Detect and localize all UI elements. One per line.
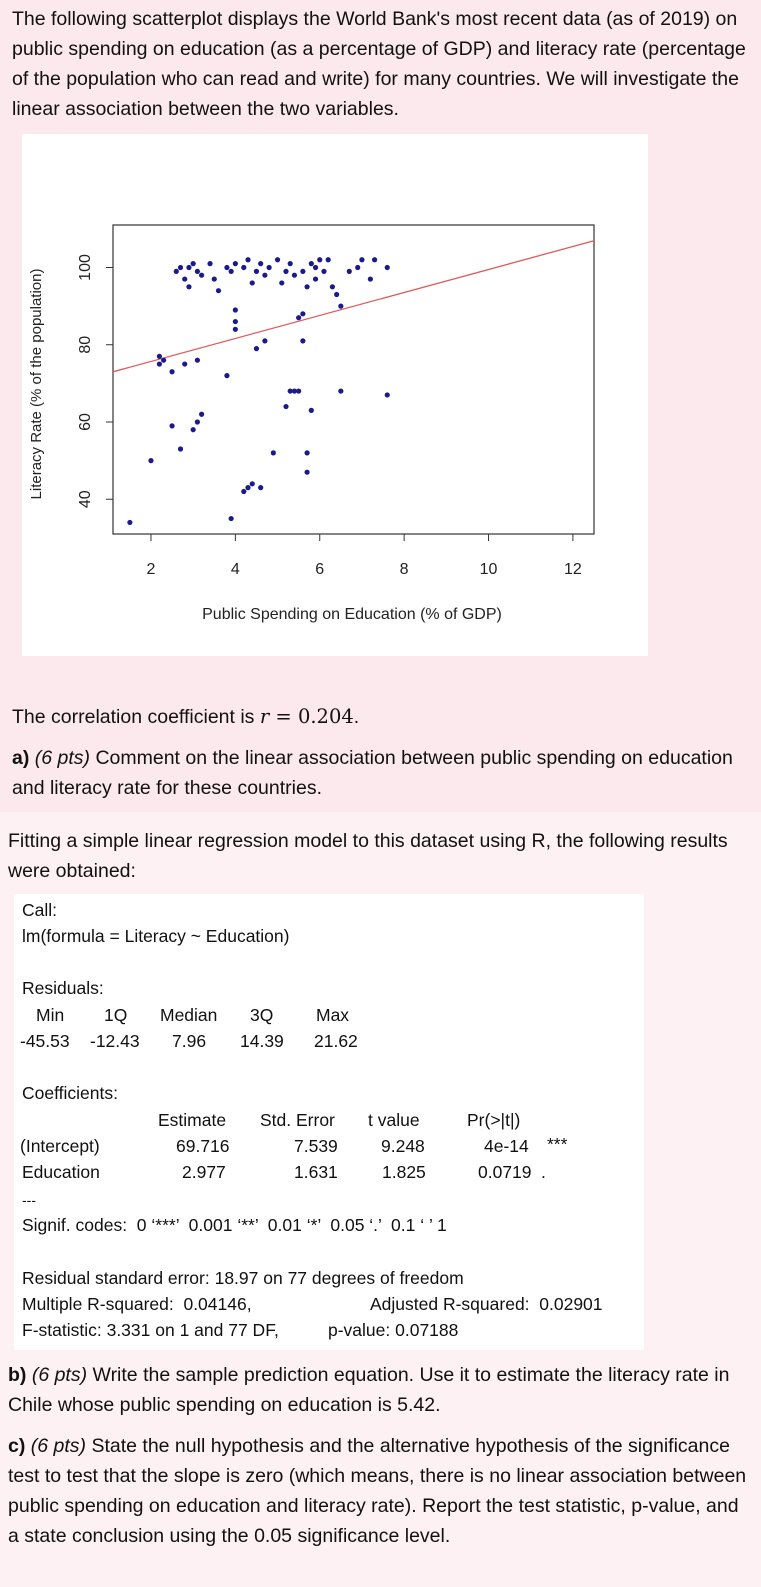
f-statistic: F-statistic: 3.331 on 1 and 77 DF, — [22, 1320, 279, 1340]
data-point — [304, 470, 309, 475]
r-output-box — [14, 894, 644, 1350]
adjusted-r-squared: Adjusted R-squared: 0.02901 — [370, 1294, 603, 1314]
data-point — [245, 257, 250, 262]
data-point — [309, 261, 314, 266]
data-point — [254, 269, 259, 274]
x-tick-label: 8 — [399, 561, 409, 578]
residual-standard-error: Residual standard error: 18.97 on 77 degrees of freedom — [22, 1268, 464, 1288]
data-point — [254, 346, 259, 351]
data-point — [296, 315, 301, 320]
data-point — [300, 338, 305, 343]
data-point — [271, 450, 276, 455]
coef-row-p: 0.0719 — [478, 1162, 532, 1182]
data-point — [262, 338, 267, 343]
question-a: a) (6 pts) Comment on the linear association between public spending on education and literacy rate for these countries. — [12, 747, 733, 799]
data-point — [207, 261, 212, 266]
data-point — [245, 485, 250, 490]
coef-row-p: 4e-14 — [484, 1136, 529, 1156]
x-tick-label: 10 — [479, 561, 498, 578]
data-point — [212, 276, 217, 281]
data-point — [262, 273, 267, 278]
coef-row-estimate: 69.716 — [176, 1136, 230, 1156]
data-point — [309, 408, 314, 413]
question-b: b) (6 pts) Write the sample prediction equation. Use it to estimate the literacy rate in Chile whose public spending on education is 5.42. — [8, 1364, 730, 1416]
data-point — [283, 404, 288, 409]
coefficients-label: Coefficients: — [22, 1083, 118, 1103]
data-point — [279, 280, 284, 285]
data-point — [288, 261, 293, 266]
res-value-min: -45.53 — [20, 1031, 70, 1051]
data-point — [169, 369, 174, 374]
res-header-median: Median — [160, 1005, 218, 1025]
data-point — [338, 304, 343, 309]
data-point — [148, 458, 153, 463]
data-point — [304, 450, 309, 455]
coef-row-estimate: 2.977 — [182, 1162, 226, 1182]
data-point — [186, 265, 191, 270]
data-point — [321, 269, 326, 274]
y-tick-label: 40 — [77, 490, 94, 509]
data-point — [313, 276, 318, 281]
data-point — [326, 257, 331, 262]
correlation-variable: r — [259, 705, 270, 728]
data-point — [169, 423, 174, 428]
data-point — [233, 319, 238, 324]
multiple-r-squared: Multiple R-squared: 0.04146, — [22, 1294, 252, 1314]
coef-row-signif: . — [541, 1162, 546, 1182]
signif-codes: Signif. codes: 0 ‘***’ 0.001 ‘**’ 0.01 ‘*’ 0.05 ‘.’ 0.1 ‘ ’ 1 — [22, 1215, 447, 1235]
data-point — [157, 354, 162, 359]
residuals-label: Residuals: — [22, 978, 104, 998]
data-point — [250, 280, 255, 285]
x-axis-label: Public Spending on Education (% of GDP) — [202, 606, 502, 623]
data-point — [275, 257, 280, 262]
coef-header-t: t value — [368, 1110, 420, 1130]
scatterplot-svg — [22, 134, 648, 656]
x-tick-label: 6 — [315, 561, 325, 578]
data-point — [178, 446, 183, 451]
res-value-median: 7.96 — [172, 1031, 207, 1051]
data-point — [182, 361, 187, 366]
data-point — [338, 388, 343, 393]
data-point — [229, 269, 234, 274]
data-point — [186, 284, 191, 289]
call-formula: lm(formula = Literacy ~ Education) — [22, 926, 290, 946]
x-tick-label: 12 — [564, 561, 582, 578]
data-point — [300, 269, 305, 274]
coef-row-name: (Intercept) — [20, 1136, 100, 1156]
res-header-max: Max — [316, 1005, 350, 1025]
data-point — [313, 265, 318, 270]
data-point — [233, 261, 238, 266]
data-point — [241, 265, 246, 270]
data-point — [199, 273, 204, 278]
data-point — [385, 392, 390, 397]
res-header-1q: 1Q — [104, 1005, 128, 1025]
correlation-statement: The correlation coefficient is r = 0.204. — [12, 705, 360, 728]
data-point — [368, 276, 373, 281]
regression-line — [113, 241, 594, 372]
data-point — [178, 265, 183, 270]
data-point — [317, 257, 322, 262]
x-tick-label: 4 — [230, 561, 240, 578]
data-point — [182, 276, 187, 281]
coef-row-t: 1.825 — [382, 1162, 426, 1182]
data-point — [267, 265, 272, 270]
data-point — [330, 284, 335, 289]
question-c: c) (6 pts) State the null hypothesis and the alternative hypothesis of the significance test to test that the slope is zero (which means, there is no linear association between public spending on education and literacy rate). Report the test statistic, p-value, and a state conclusion using the 0.05 significance level. — [8, 1435, 747, 1547]
coef-header-p: Pr(>|t|) — [467, 1110, 521, 1130]
data-point — [191, 427, 196, 432]
data-point — [233, 307, 238, 312]
res-header-3q: 3Q — [250, 1005, 274, 1025]
model-p-value: p-value: 0.07188 — [328, 1320, 459, 1340]
coef-header-se: Std. Error — [260, 1110, 335, 1130]
data-point — [127, 520, 132, 525]
data-point — [296, 388, 301, 393]
data-point — [229, 516, 234, 521]
data-point — [157, 361, 162, 366]
y-axis-label: Literacy Rate (% of the population) — [28, 268, 45, 500]
coef-header-estimate: Estimate — [158, 1110, 227, 1130]
res-value-max: 21.62 — [314, 1031, 358, 1051]
coef-row-t: 9.248 — [381, 1136, 425, 1156]
data-point — [347, 269, 352, 274]
fit-intro-paragraph: Fitting a simple linear regression model to this dataset using R, the following results were obtained: — [8, 830, 728, 882]
data-point — [195, 358, 200, 363]
data-point — [199, 412, 204, 417]
scatterplot-figure — [22, 134, 648, 656]
data-point — [258, 485, 263, 490]
coef-row-signif: *** — [547, 1134, 568, 1154]
data-point — [304, 284, 309, 289]
data-point — [300, 311, 305, 316]
data-point — [224, 265, 229, 270]
data-point — [372, 257, 377, 262]
coef-row-se: 7.539 — [294, 1136, 338, 1156]
data-point — [195, 419, 200, 424]
x-tick-label: 2 — [146, 561, 156, 578]
res-value-3q: 14.39 — [240, 1031, 284, 1051]
data-point — [216, 288, 221, 293]
data-point — [292, 273, 297, 278]
res-value-1q: -12.43 — [90, 1031, 140, 1051]
y-tick-label: 100 — [77, 254, 94, 281]
res-header-min: Min — [36, 1005, 65, 1025]
data-point — [174, 269, 179, 274]
separator: --- — [22, 1192, 36, 1208]
data-point — [385, 265, 390, 270]
plot-frame — [113, 225, 594, 534]
y-tick-label: 80 — [77, 335, 94, 354]
data-point — [241, 489, 246, 494]
coef-row-name: Education — [22, 1162, 100, 1182]
correlation-value: 0.204 — [297, 705, 354, 728]
y-tick-label: 60 — [77, 413, 94, 431]
data-point — [355, 265, 360, 270]
data-point — [359, 257, 364, 262]
data-point — [224, 373, 229, 378]
data-point — [161, 358, 166, 363]
data-point — [258, 261, 263, 266]
data-point — [250, 481, 255, 486]
data-point — [191, 261, 196, 266]
data-point — [334, 292, 339, 297]
intro-paragraph: The following scatterplot displays the World Bank's most recent data (as of 2019) on public spending on education (as a percentage of GDP) and literacy rate (percentage of the population who can read and write) for many countries. We will investigate the linear association between the two variables. — [12, 8, 746, 120]
data-point — [195, 269, 200, 274]
call-label: Call: — [22, 900, 58, 920]
data-point — [233, 327, 238, 332]
data-point — [283, 269, 288, 274]
coef-row-se: 1.631 — [294, 1162, 338, 1182]
